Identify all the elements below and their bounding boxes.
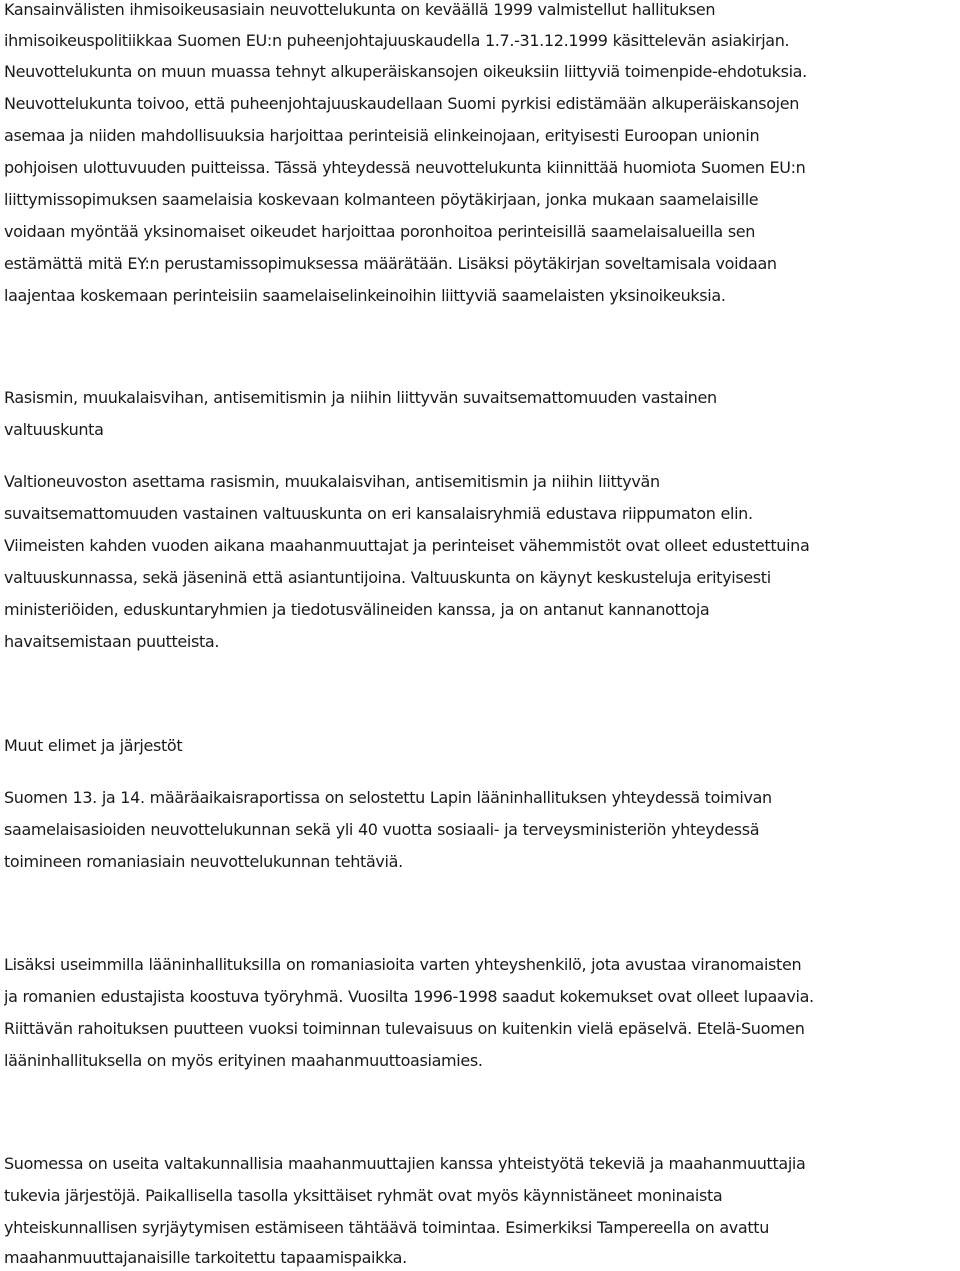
text-line: tukevia järjestöjä. Paikallisella tasolla yksittäiset ryhmät ovat myös käynnistäneet moninaista — [4, 1186, 723, 1205]
text-line: saamelaisasioiden neuvottelukunnan sekä yli 40 vuotta sosiaali- ja terveysministeriön yhteydessä — [4, 820, 760, 839]
heading-line: valtuuskunta — [4, 420, 104, 439]
text-line: asemaa ja niiden mahdollisuuksia harjoittaa perinteisiä elinkeinojaan, erityisesti Euroopan unionin — [4, 126, 760, 145]
text-line: pohjoisen ulottuvuuden puitteissa. Tässä yhteydessä neuvottelukunta kiinnittää huomiota Suomen EU:n — [4, 158, 806, 177]
text-line: valtuuskunnassa, sekä jäseninä että asiantuntijoina. Valtuuskunta on käynyt keskusteluja erityisesti — [4, 568, 771, 587]
text-line: liittymissopimuksen saamelaisia koskevaan kolmanteen pöytäkirjaan, jonka mukaan saamelaisille — [4, 190, 759, 209]
text-line: voidaan myöntää yksinomaiset oikeudet harjoittaa poronhoitoa perinteisillä saamelaisalueilla sen — [4, 222, 756, 241]
text-line: ja romanien edustajista koostuva työryhmä. Vuosilta 1996-1998 saadut kokemukset ovat olleet lupaavia. — [4, 987, 814, 1006]
text-line: Suomen 13. ja 14. määräaikaisraportissa on selostettu Lapin lääninhallituksen yhteydessä toimivan — [4, 788, 772, 807]
text-line: Valtioneuvoston asettama rasismin, muukalaisvihan, antisemitismin ja niihin liittyvän — [4, 472, 660, 491]
text-line: Neuvottelukunta toivoo, että puheenjohtajuuskaudellaan Suomi pyrkisi edistämään alkuperäiskansojen — [4, 94, 800, 113]
heading-line: Muut elimet ja järjestöt — [4, 736, 183, 755]
heading-line: Rasismin, muukalaisvihan, antisemitismin ja niihin liittyvän suvaitsemattomuuden vastainen — [4, 388, 717, 407]
text-line: Riittävän rahoituksen puutteen vuoksi toiminnan tulevaisuus on kuitenkin vielä epäselvä. Etelä-Suomen — [4, 1019, 805, 1038]
text-line: Suomessa on useita valtakunnallisia maahanmuuttajien kanssa yhteistyötä tekeviä ja maahanmuuttajia — [4, 1154, 806, 1173]
text-line: suvaitsemattomuuden vastainen valtuuskunta on eri kansalaisryhmiä edustava riippumaton elin. — [4, 504, 753, 523]
text-line: ihmisoikeuspolitiikkaa Suomen EU:n puheenjohtajuuskaudella 1.7.-31.12.1999 käsittelevän asiakirjan. — [4, 31, 790, 50]
text-line: estämättä mitä EY:n perustamissopimuksessa määrätään. Lisäksi pöytäkirjan soveltamisala voidaan — [4, 254, 777, 273]
text-line: Viimeisten kahden vuoden aikana maahanmuuttajat ja perinteiset vähemmistöt ovat olleet edustettuina — [4, 536, 810, 555]
text-line: laajentaa koskemaan perinteisiin saamelaiselinkeinoihin liittyviä saamelaisten yksinoikeuksia. — [4, 286, 726, 305]
text-line: Lisäksi useimmilla lääninhallituksilla on romaniasioita varten yhteyshenkilö, jota avustaa viranomaisten — [4, 955, 802, 974]
text-line: maahanmuuttajanaisille tarkoitettu tapaamispaikka. — [4, 1248, 407, 1267]
text-line: Kansainvälisten ihmisoikeusasiain neuvottelukunta on keväällä 1999 valmistellut hallituksen — [4, 0, 716, 19]
text-line: havaitsemistaan puutteista. — [4, 632, 220, 651]
text-line: yhteiskunnallisen syrjäytymisen estämiseen tähtäävä toimintaa. Esimerkiksi Tampereella on avattu — [4, 1218, 770, 1237]
text-line: Neuvottelukunta on muun muassa tehnyt alkuperäiskansojen oikeuksiin liittyviä toimenpide-ehdotuksia. — [4, 62, 807, 81]
text-line: ministeriöiden, eduskuntaryhmien ja tiedotusvälineiden kanssa, ja on antanut kannanottoja — [4, 600, 710, 619]
text-line: lääninhallituksella on myös erityinen maahanmuuttoasiamies. — [4, 1051, 483, 1070]
text-line: toimineen romaniasiain neuvottelukunnan tehtäviä. — [4, 852, 403, 871]
